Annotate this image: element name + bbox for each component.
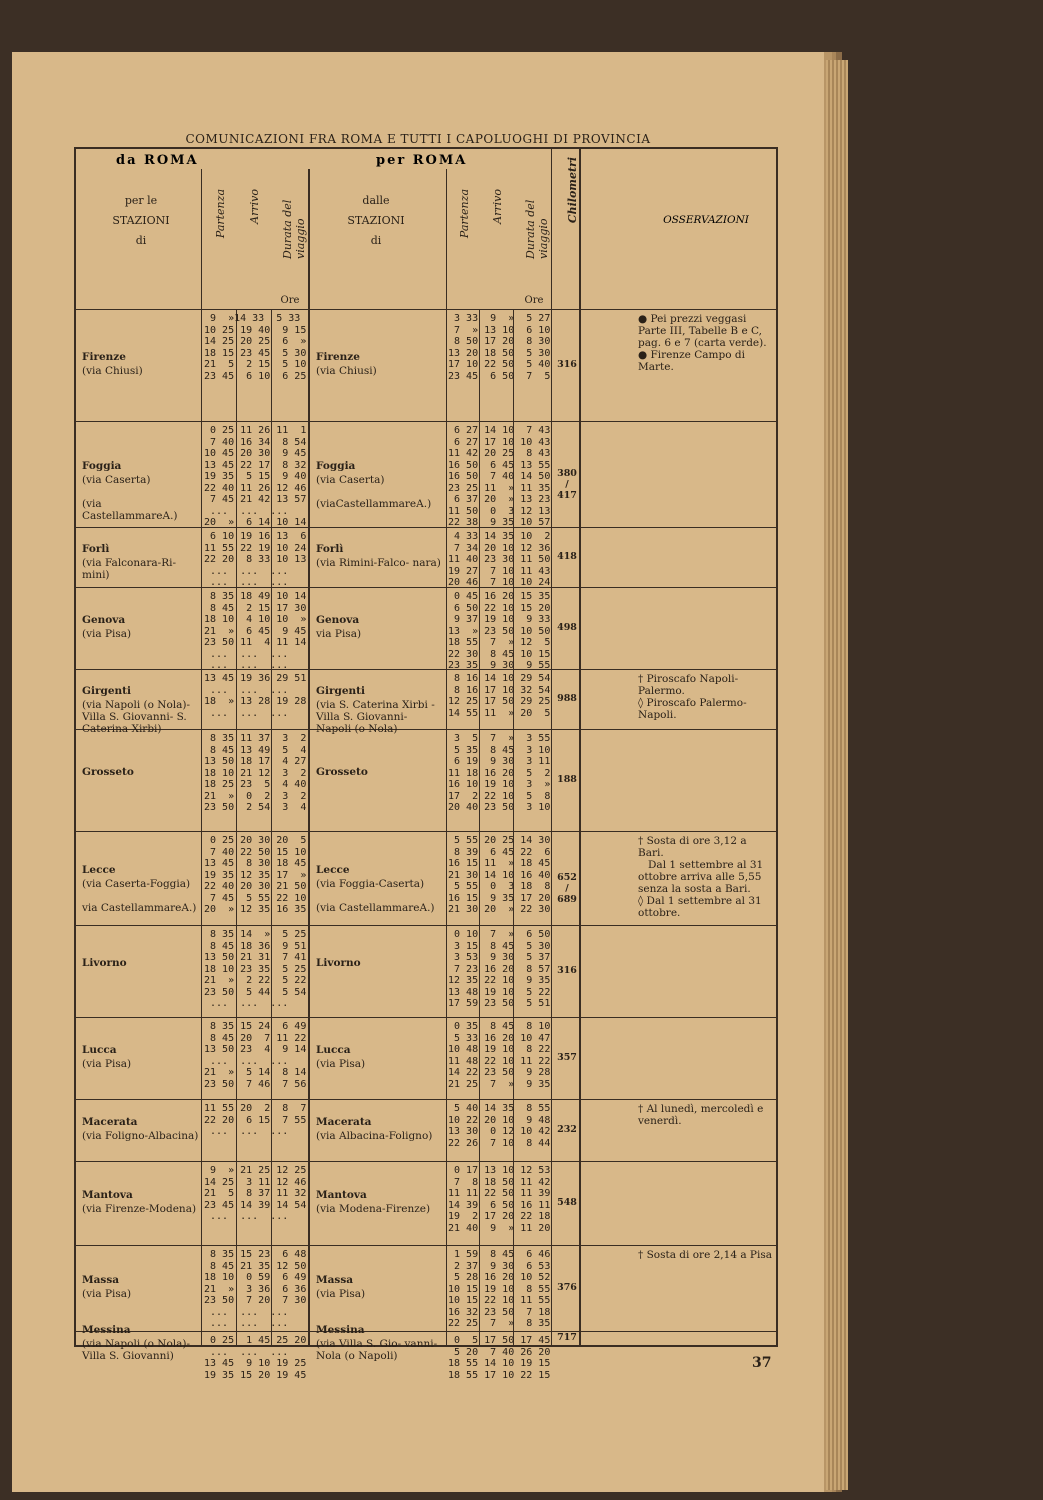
header-to-rome: per ROMA bbox=[376, 153, 468, 168]
station-to: Foggia bbox=[316, 460, 356, 472]
times-from-rome: 0 25 11 26 11 1 7 40 16 34 8 54 10 45 20 30 9 45 13 45 22 17 8 32 19 35 5 15 9 40 22 40 11 26 12 46 7 45 21 42 13 57 ... ... ... 20 » 6 14 10 14 bbox=[204, 425, 307, 528]
station-from: Massa bbox=[82, 1274, 120, 1286]
distance-km: 376 bbox=[557, 1282, 577, 1293]
page-edge bbox=[826, 60, 848, 1490]
station-to: Lecce bbox=[316, 864, 350, 876]
station-from-via: (via Caserta) (via CastellammareA.) bbox=[82, 474, 178, 522]
station-to: Lucca bbox=[316, 1044, 351, 1056]
distance-km: 498 bbox=[557, 622, 577, 633]
distance-km: 418 bbox=[557, 551, 577, 562]
header-per-le: per le bbox=[124, 194, 158, 207]
table-row bbox=[76, 831, 776, 926]
station-from-via: (via Napoli (o Nola)- Villa S. Giovanni- S. Caterina Xirbi) bbox=[82, 699, 194, 735]
station-from: Grosseto bbox=[82, 766, 134, 778]
times-from-rome: 6 10 19 16 13 6 11 55 22 19 10 24 22 20 8 33 10 13 ... ... ... ... ... ... bbox=[204, 531, 307, 588]
station-to-via: (via Modena-Firenze) bbox=[316, 1203, 431, 1215]
table-row bbox=[76, 1161, 776, 1246]
distance-km: 717 bbox=[557, 1332, 577, 1343]
times-to-rome: 5 55 20 25 14 30 8 39 6 45 22 6 16 15 11 » 18 45 21 30 14 10 16 40 5 55 0 3 18 8 16 15 9 35 17 20 21 30 20 » 22 30 bbox=[448, 835, 551, 915]
station-to: Livorno bbox=[316, 957, 361, 969]
header-partenza-from: Partenza bbox=[214, 189, 227, 239]
station-to: Grosseto bbox=[316, 766, 368, 778]
station-to: Forlì bbox=[316, 543, 344, 555]
page-caption: COMUNICAZIONI FRA ROMA E TUTTI I CAPOLUOGHI DI PROVINCIA bbox=[185, 132, 651, 146]
station-from-via: (via Pisa) bbox=[82, 628, 132, 640]
table-row bbox=[76, 669, 776, 735]
times-to-rome: 3 5 7 » 3 55 5 35 8 45 3 10 6 19 9 30 3 11 11 18 16 20 5 2 16 10 19 10 3 » 17 2 22 10 5 8 20 40 23 50 3 10 bbox=[448, 733, 551, 813]
book-page bbox=[12, 52, 824, 1492]
table-row bbox=[76, 925, 776, 1018]
times-from-rome: 8 35 18 49 10 14 8 45 2 15 17 30 18 10 4 10 10 » 21 » 6 45 9 45 23 50 11 4 11 14 ... ... ... ... ... ... bbox=[204, 591, 307, 671]
station-to: Massa bbox=[316, 1274, 354, 1286]
times-from-rome: 9 » 21 25 12 25 14 25 3 11 12 46 21 5 8 37 11 32 23 45 14 39 14 54 ... ... ... bbox=[204, 1165, 307, 1222]
observations: ● Pei prezzi veggasi Parte III, Tabelle B e C, pag. 6 e 7 (carta verde). ● Firenze Campo di Marte. bbox=[638, 313, 767, 373]
station-from: Forlì bbox=[82, 543, 110, 555]
station-from: Girgenti bbox=[82, 685, 131, 697]
station-to-via: (via Albacina-Foligno) bbox=[316, 1130, 433, 1142]
station-from: Mantova bbox=[82, 1189, 133, 1201]
station-from-via: (via Chiusi) bbox=[82, 365, 143, 377]
header-arrivo-to: Arrivo bbox=[491, 189, 504, 224]
times-from-rome: 8 35 14 » 5 25 8 45 18 36 9 51 13 50 21 31 7 41 18 10 23 35 5 25 21 » 2 22 5 22 23 50 5 44 5 54 ... ... ... bbox=[204, 929, 307, 1009]
observations: † Piroscafo Napoli-Palermo. ◊ Piroscafo Palermo-Napoli. bbox=[638, 673, 747, 721]
table-row bbox=[76, 421, 776, 528]
distance-km: 188 bbox=[557, 774, 577, 785]
distance-km: 652 / 689 bbox=[557, 872, 577, 905]
header-stazioni-to: STAZIONI bbox=[347, 214, 405, 227]
header-durata-to: Durata del viaggio bbox=[524, 199, 550, 259]
table-row bbox=[76, 309, 776, 422]
header-arrivo-from: Arrivo bbox=[248, 189, 261, 224]
header-durata-from: Durata del viaggio bbox=[281, 199, 307, 259]
observations: † Sosta di ore 2,14 a Pisa bbox=[638, 1249, 773, 1261]
station-to: Firenze bbox=[316, 351, 360, 363]
station-to-via: (via S. Caterina Xirbi -Villa S. Giovanni- Napoli (o Nola) bbox=[316, 699, 435, 735]
distance-km: 316 bbox=[557, 965, 577, 976]
distance-km: 988 bbox=[557, 693, 577, 704]
header-ore-from: Ore bbox=[280, 295, 300, 306]
station-from-via: (via Pisa) bbox=[82, 1288, 132, 1300]
observations: † Sosta di ore 3,12 a Bari. Dal 1 settembre al 31 ottobre arriva alle 5,55 senza la sosta a Bari. ◊ Dal 1 settembre al 31 ottobre. bbox=[638, 835, 764, 919]
header-ore-to: Ore bbox=[524, 295, 544, 306]
table-row bbox=[76, 729, 776, 832]
station-from: Foggia bbox=[82, 460, 122, 472]
station-from-via: (via Pisa) bbox=[82, 1058, 132, 1070]
station-from: Macerata bbox=[82, 1116, 138, 1128]
table-row bbox=[76, 1099, 776, 1162]
distance-km: 380 / 417 bbox=[557, 468, 577, 501]
station-to: Girgenti bbox=[316, 685, 365, 697]
station-to-via: (via Chiusi) bbox=[316, 365, 377, 377]
station-from-via: (via Falconara-Ri- mini) bbox=[82, 557, 180, 581]
station-to: Genova bbox=[316, 614, 360, 626]
observations: † Al lunedì, mercoledì e venerdì. bbox=[638, 1103, 767, 1127]
header-di-to: di bbox=[370, 234, 382, 247]
times-to-rome: 0 5 17 50 17 45 5 20 7 40 26 20 18 55 14 10 19 15 18 55 17 10 22 15 bbox=[448, 1335, 551, 1381]
station-to: Macerata bbox=[316, 1116, 372, 1128]
station-to-via: via Pisa) bbox=[316, 628, 362, 640]
station-from-via: (via Napoli (o Nola)- Villa S. Giovanni) bbox=[82, 1338, 194, 1362]
station-from-via: (via Caserta-Foggia) via CastellammareA.) bbox=[82, 878, 197, 914]
station-from: Livorno bbox=[82, 957, 127, 969]
table-row bbox=[76, 1017, 776, 1100]
times-from-rome: 8 35 11 37 3 2 8 45 13 49 5 4 13 50 18 17 4 27 18 10 21 12 3 2 18 25 23 5 4 40 21 » 0 2 3 2 23 50 2 54 3 4 bbox=[204, 733, 307, 813]
station-from: Firenze bbox=[82, 351, 126, 363]
distance-km: 548 bbox=[557, 1197, 577, 1208]
times-from-rome: 8 35 15 24 6 49 8 45 20 7 11 22 13 50 23 4 9 14 ... ... ... 21 » 5 14 8 14 23 50 7 46 7 56 bbox=[204, 1021, 307, 1090]
times-to-rome: 0 17 13 10 12 53 7 8 18 50 11 42 11 11 22 50 11 39 14 39 6 50 16 11 19 2 17 20 22 18 21 40 9 » 11 20 bbox=[448, 1165, 551, 1234]
header-dalle: dalle bbox=[362, 194, 390, 207]
station-from-via: (via Foligno-Albacina) bbox=[82, 1130, 199, 1142]
times-to-rome: 5 40 14 35 8 55 10 22 20 10 9 48 13 30 0 12 10 42 22 26 7 10 8 44 bbox=[448, 1103, 551, 1149]
table-header bbox=[76, 149, 776, 310]
station-to: Messina bbox=[316, 1324, 365, 1336]
station-to: Mantova bbox=[316, 1189, 367, 1201]
header-chilometri: Chilometri bbox=[566, 157, 579, 224]
station-to-via: (via Villa S. Gio- vanni-Nola (o Napoli) bbox=[316, 1338, 438, 1362]
distance-km: 316 bbox=[557, 359, 577, 370]
station-to-via: (via Caserta) (viaCastellammareA.) bbox=[316, 474, 432, 510]
times-to-rome: 6 27 14 10 7 43 6 27 17 10 10 43 11 42 20 25 8 43 16 50 6 45 13 55 16 50 7 40 14 50 23 25 11 » 11 35 6 37 20 » 13 23 11 50 0 3 12 13 22 38 9 35 10 57 bbox=[448, 425, 551, 528]
distance-km: 357 bbox=[557, 1052, 577, 1063]
header-stazioni-from: STAZIONI bbox=[112, 214, 170, 227]
station-to-via: (via Foggia-Caserta) (via CastellammareA.) bbox=[316, 878, 435, 914]
station-to-via: (via Pisa) bbox=[316, 1058, 366, 1070]
header-di-from: di bbox=[135, 234, 147, 247]
header-from-rome: da ROMA bbox=[116, 153, 199, 168]
times-from-rome: 0 25 1 45 25 20 ... ... ... 13 45 9 10 19 25 19 35 15 20 19 45 bbox=[204, 1335, 307, 1381]
table-row bbox=[76, 527, 776, 588]
times-from-rome: 0 25 20 30 20 5 7 40 22 50 15 10 13 45 8 30 18 45 19 35 12 35 17 » 22 40 20 30 21 50 7 45 5 55 22 10 20 » 12 35 16 35 bbox=[204, 835, 307, 915]
table-row bbox=[76, 1245, 776, 1332]
times-to-rome: 8 16 14 10 29 54 8 16 17 10 32 54 12 25 17 50 29 25 14 55 11 » 20 5 bbox=[448, 673, 551, 719]
times-from-rome: 8 35 15 23 6 48 8 45 21 35 12 50 18 10 0 59 6 49 21 » 3 36 6 36 23 50 7 20 7 30 ... ... ... ... ... ... bbox=[204, 1249, 307, 1329]
station-from: Genova bbox=[82, 614, 126, 626]
timetable bbox=[74, 147, 778, 1381]
station-from: Lucca bbox=[82, 1044, 117, 1056]
times-to-rome: 4 33 14 35 10 2 7 34 20 10 12 36 11 40 23 30 11 50 19 27 7 10 11 43 20 46 7 10 10 24 bbox=[448, 531, 551, 588]
times-to-rome: 1 59 8 45 6 46 2 37 9 30 6 53 5 28 16 20 10 52 10 15 19 10 8 55 10 15 22 10 11 55 16 32 23 50 7 18 22 25 7 » 8 35 bbox=[448, 1249, 551, 1329]
page-number: 37 bbox=[752, 1355, 772, 1371]
distance-km: 232 bbox=[557, 1124, 577, 1135]
times-to-rome: 0 10 7 » 6 50 3 15 8 45 5 30 3 53 9 30 5 37 7 23 16 20 8 57 12 35 22 10 9 35 13 48 19 10 5 22 17 59 23 50 5 51 bbox=[448, 929, 551, 1009]
times-from-rome: 13 45 19 36 29 51 ... ... ... 18 » 13 28 19 28 ... ... ... bbox=[204, 673, 307, 719]
station-from: Lecce bbox=[82, 864, 116, 876]
header-partenza-to: Partenza bbox=[458, 189, 471, 239]
times-from-rome: 11 55 20 2 8 7 22 20 6 15 7 55 ... ... ... bbox=[204, 1103, 307, 1137]
station-from-via: (via Firenze-Modena) bbox=[82, 1203, 197, 1215]
station-to-via: (via Pisa) bbox=[316, 1288, 366, 1300]
header-osservazioni: OSSERVAZIONI bbox=[663, 214, 749, 226]
station-to-via: (via Rimini-Falco- nara) bbox=[316, 557, 441, 569]
times-to-rome: 0 45 16 20 15 35 6 50 22 10 15 20 9 37 19 10 9 33 13 » 23 50 10 50 18 55 7 » 12 5 22 30 8 45 10 15 23 35 9 30 9 55 bbox=[448, 591, 551, 671]
times-from-rome: 9 »14 33 5 33 10 25 19 40 9 15 14 25 20 25 6 » 18 15 23 45 5 30 21 5 2 15 5 10 23 45 6 10 6 25 bbox=[204, 313, 307, 382]
table-row bbox=[76, 587, 776, 670]
times-to-rome: 3 33 9 » 5 27 7 » 13 10 6 10 8 50 17 20 8 30 13 20 18 50 5 30 17 10 22 50 5 40 23 45 6 50 7 5 bbox=[448, 313, 551, 382]
station-from: Messina bbox=[82, 1324, 131, 1336]
times-to-rome: 0 35 8 45 8 10 5 33 16 20 10 47 10 48 19 10 8 22 11 48 22 10 11 22 14 22 23 50 9 28 21 25 7 » 9 35 bbox=[448, 1021, 551, 1090]
